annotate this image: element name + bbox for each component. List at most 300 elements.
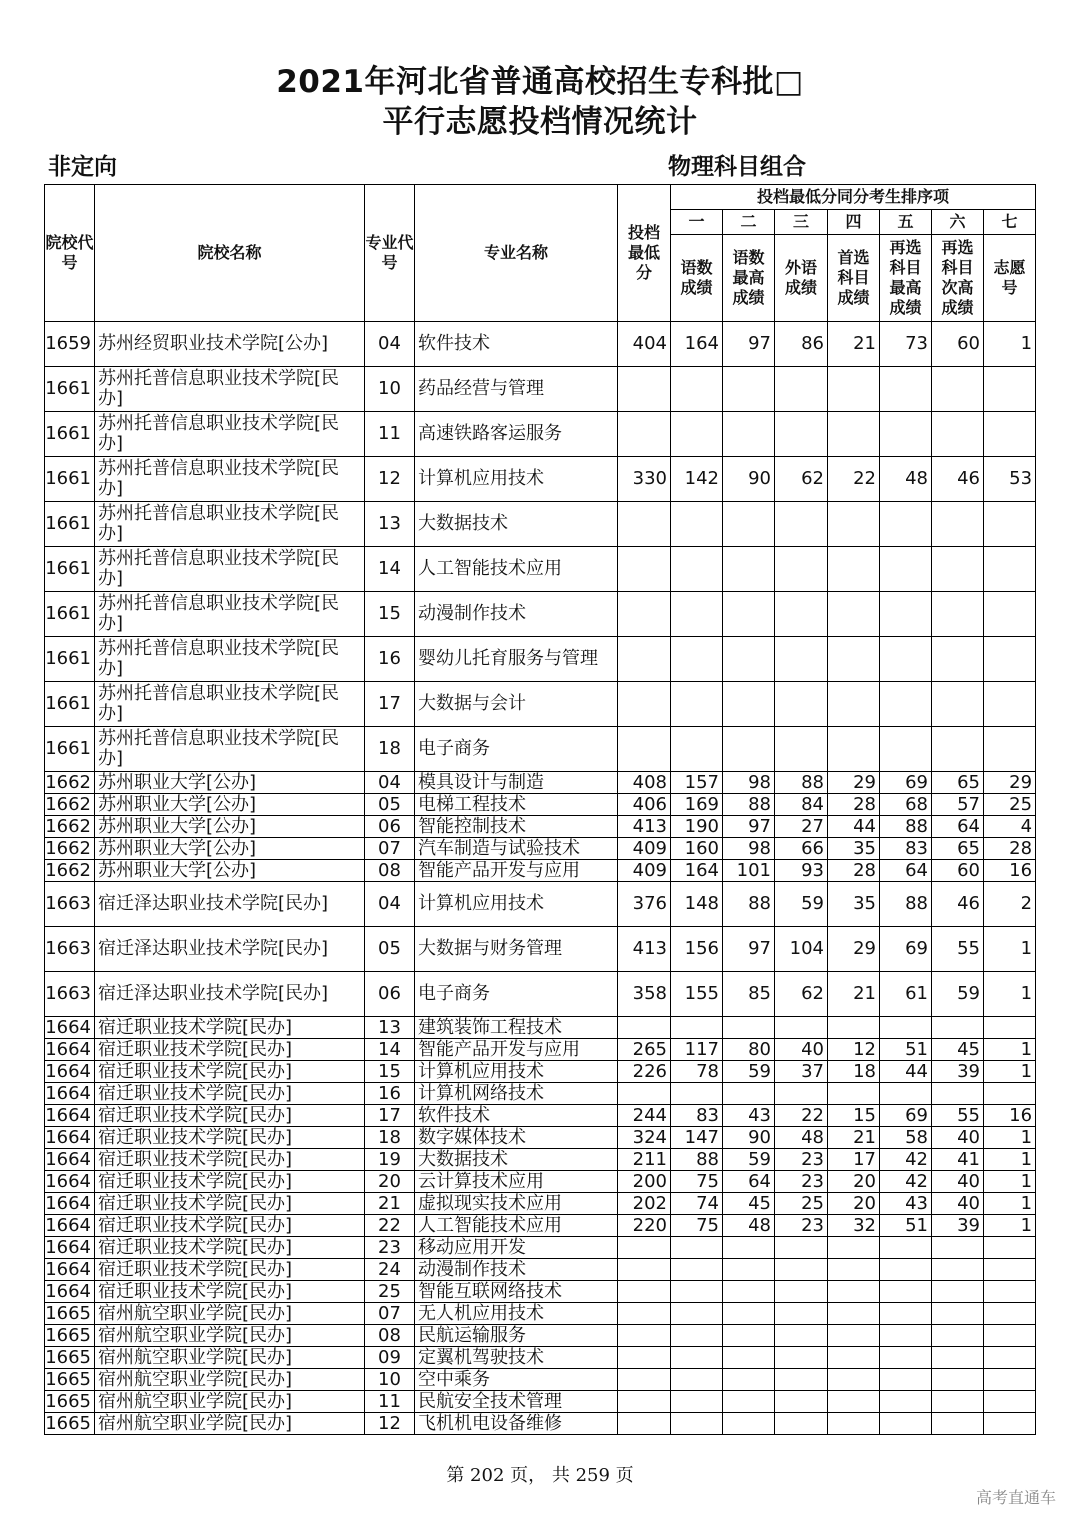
cell-sort-2: 45 bbox=[723, 1193, 775, 1215]
cell-sort-3: 86 bbox=[775, 322, 828, 367]
cell-school-name: 宿迁职业技术学院[民办] bbox=[95, 1237, 365, 1259]
cell-school-code: 1661 bbox=[45, 547, 95, 592]
table-row bbox=[45, 457, 1036, 502]
cell-sort-1: 75 bbox=[671, 1171, 723, 1193]
cell-sort-1 bbox=[671, 1281, 723, 1303]
table-row bbox=[45, 972, 1036, 1017]
cell-min-score: 265 bbox=[618, 1039, 671, 1061]
cell-sort-1 bbox=[671, 1083, 723, 1105]
table-row bbox=[45, 860, 1036, 882]
cell-sort-2: 43 bbox=[723, 1105, 775, 1127]
header-sort-item: 语数最高成绩 bbox=[723, 235, 775, 322]
cell-sort-1: 156 bbox=[671, 927, 723, 972]
cell-sort-4 bbox=[828, 1303, 880, 1325]
cell-sort-4 bbox=[828, 1237, 880, 1259]
cell-school-code: 1665 bbox=[45, 1391, 95, 1413]
cell-sort-4: 18 bbox=[828, 1061, 880, 1083]
cell-sort-2: 80 bbox=[723, 1039, 775, 1061]
table-row bbox=[45, 1083, 1036, 1105]
header-sort-item: 语数成绩 bbox=[671, 235, 723, 322]
cell-min-score: 200 bbox=[618, 1171, 671, 1193]
table-row bbox=[45, 1215, 1036, 1237]
cell-sort-6: 39 bbox=[932, 1215, 984, 1237]
table-row bbox=[45, 816, 1036, 838]
cell-sort-4 bbox=[828, 1259, 880, 1281]
cell-major-name: 移动应用开发 bbox=[415, 1237, 618, 1259]
cell-sort-5: 51 bbox=[880, 1215, 932, 1237]
cell-sort-2: 98 bbox=[723, 772, 775, 794]
header-ordinal: 六 bbox=[932, 210, 984, 235]
cell-major-name: 计算机应用技术 bbox=[415, 457, 618, 502]
cell-major-name: 人工智能技术应用 bbox=[415, 547, 618, 592]
cell-major-code: 18 bbox=[365, 1127, 415, 1149]
cell-school-code: 1662 bbox=[45, 838, 95, 860]
cell-sort-2 bbox=[723, 547, 775, 592]
cell-sort-7 bbox=[984, 682, 1036, 727]
cell-sort-6: 59 bbox=[932, 972, 984, 1017]
cell-sort-5 bbox=[880, 1017, 932, 1039]
cell-sort-4 bbox=[828, 547, 880, 592]
cell-min-score bbox=[618, 367, 671, 412]
cell-sort-4 bbox=[828, 1017, 880, 1039]
cell-major-name: 药品经营与管理 bbox=[415, 367, 618, 412]
cell-sort-2: 59 bbox=[723, 1149, 775, 1171]
cell-school-name: 宿州航空职业学院[民办] bbox=[95, 1325, 365, 1347]
cell-sort-6: 46 bbox=[932, 457, 984, 502]
cell-min-score: 244 bbox=[618, 1105, 671, 1127]
cell-sort-7 bbox=[984, 1017, 1036, 1039]
cell-sort-1: 88 bbox=[671, 1149, 723, 1171]
cell-min-score bbox=[618, 502, 671, 547]
cell-school-name: 苏州经贸职业技术学院[公办] bbox=[95, 322, 365, 367]
table-row bbox=[45, 412, 1036, 457]
cell-sort-6 bbox=[932, 1413, 984, 1435]
cell-sort-3 bbox=[775, 1391, 828, 1413]
cell-sort-5: 44 bbox=[880, 1061, 932, 1083]
cell-major-name: 虚拟现实技术应用 bbox=[415, 1193, 618, 1215]
cell-school-name: 宿迁职业技术学院[民办] bbox=[95, 1017, 365, 1039]
cell-major-name: 高速铁路客运服务 bbox=[415, 412, 618, 457]
subtitle-right: 物理科目组合 bbox=[668, 154, 806, 180]
cell-school-code: 1665 bbox=[45, 1325, 95, 1347]
cell-sort-4 bbox=[828, 1413, 880, 1435]
table-row bbox=[45, 637, 1036, 682]
cell-major-name: 软件技术 bbox=[415, 1105, 618, 1127]
cell-sort-6: 41 bbox=[932, 1149, 984, 1171]
cell-sort-6 bbox=[932, 727, 984, 772]
cell-sort-4: 21 bbox=[828, 322, 880, 367]
cell-school-name: 宿迁职业技术学院[民办] bbox=[95, 1083, 365, 1105]
cell-sort-6 bbox=[932, 547, 984, 592]
cell-min-score bbox=[618, 592, 671, 637]
cell-school-name: 苏州职业大学[公办] bbox=[95, 816, 365, 838]
cell-sort-3: 62 bbox=[775, 457, 828, 502]
cell-sort-3: 25 bbox=[775, 1193, 828, 1215]
header-ordinal: 三 bbox=[775, 210, 828, 235]
cell-sort-4 bbox=[828, 1391, 880, 1413]
cell-sort-5: 69 bbox=[880, 772, 932, 794]
cell-sort-7 bbox=[984, 637, 1036, 682]
cell-sort-7 bbox=[984, 547, 1036, 592]
cell-sort-6 bbox=[932, 682, 984, 727]
cell-sort-2 bbox=[723, 1259, 775, 1281]
cell-school-code: 1665 bbox=[45, 1347, 95, 1369]
cell-school-name: 苏州托普信息职业技术学院[民办] bbox=[95, 367, 365, 412]
cell-sort-7: 1 bbox=[984, 1039, 1036, 1061]
cell-min-score bbox=[618, 1281, 671, 1303]
cell-sort-3 bbox=[775, 1413, 828, 1435]
table-row bbox=[45, 367, 1036, 412]
cell-sort-7 bbox=[984, 502, 1036, 547]
cell-sort-7: 29 bbox=[984, 772, 1036, 794]
cell-major-code: 04 bbox=[365, 882, 415, 927]
cell-school-code: 1664 bbox=[45, 1039, 95, 1061]
cell-sort-5 bbox=[880, 502, 932, 547]
cell-school-name: 苏州托普信息职业技术学院[民办] bbox=[95, 502, 365, 547]
cell-sort-6 bbox=[932, 1347, 984, 1369]
cell-school-name: 苏州托普信息职业技术学院[民办] bbox=[95, 547, 365, 592]
cell-sort-3 bbox=[775, 592, 828, 637]
cell-sort-3: 59 bbox=[775, 882, 828, 927]
table-row bbox=[45, 1325, 1036, 1347]
cell-sort-5: 83 bbox=[880, 838, 932, 860]
cell-school-name: 苏州职业大学[公办] bbox=[95, 794, 365, 816]
header-ordinal: 二 bbox=[723, 210, 775, 235]
cell-school-code: 1662 bbox=[45, 794, 95, 816]
watermark: 高考直通车 bbox=[975, 1488, 1056, 1507]
cell-school-name: 苏州托普信息职业技术学院[民办] bbox=[95, 727, 365, 772]
header-min-score: 投档最低分 bbox=[618, 185, 671, 322]
cell-sort-5 bbox=[880, 682, 932, 727]
cell-school-code: 1664 bbox=[45, 1127, 95, 1149]
cell-sort-3: 23 bbox=[775, 1215, 828, 1237]
cell-major-code: 19 bbox=[365, 1149, 415, 1171]
cell-sort-1 bbox=[671, 1347, 723, 1369]
cell-sort-1: 147 bbox=[671, 1127, 723, 1149]
cell-sort-2: 59 bbox=[723, 1061, 775, 1083]
cell-sort-1 bbox=[671, 502, 723, 547]
cell-sort-2 bbox=[723, 592, 775, 637]
cell-sort-4: 44 bbox=[828, 816, 880, 838]
cell-sort-6 bbox=[932, 412, 984, 457]
cell-sort-7 bbox=[984, 1281, 1036, 1303]
cell-school-code: 1665 bbox=[45, 1413, 95, 1435]
cell-sort-6: 55 bbox=[932, 927, 984, 972]
cell-sort-3 bbox=[775, 502, 828, 547]
cell-school-code: 1663 bbox=[45, 972, 95, 1017]
cell-sort-4: 32 bbox=[828, 1215, 880, 1237]
cell-sort-4: 29 bbox=[828, 927, 880, 972]
cell-sort-6: 65 bbox=[932, 838, 984, 860]
cell-sort-3: 88 bbox=[775, 772, 828, 794]
cell-sort-1 bbox=[671, 682, 723, 727]
cell-school-code: 1659 bbox=[45, 322, 95, 367]
cell-sort-3 bbox=[775, 1017, 828, 1039]
cell-sort-1: 117 bbox=[671, 1039, 723, 1061]
cell-school-code: 1664 bbox=[45, 1259, 95, 1281]
cell-sort-1 bbox=[671, 1369, 723, 1391]
cell-school-name: 宿迁泽达职业技术学院[民办] bbox=[95, 972, 365, 1017]
cell-sort-3: 66 bbox=[775, 838, 828, 860]
cell-sort-1: 157 bbox=[671, 772, 723, 794]
cell-sort-1 bbox=[671, 1259, 723, 1281]
cell-school-name: 宿迁职业技术学院[民办] bbox=[95, 1215, 365, 1237]
header-major-name: 专业名称 bbox=[415, 185, 618, 322]
cell-school-code: 1664 bbox=[45, 1149, 95, 1171]
cell-min-score bbox=[618, 682, 671, 727]
cell-sort-2: 64 bbox=[723, 1171, 775, 1193]
cell-major-code: 14 bbox=[365, 547, 415, 592]
table-row bbox=[45, 794, 1036, 816]
cell-sort-6 bbox=[932, 1369, 984, 1391]
cell-major-code: 18 bbox=[365, 727, 415, 772]
header-sort-item: 再选科目最高成绩 bbox=[880, 235, 932, 322]
cell-sort-3 bbox=[775, 1325, 828, 1347]
cell-school-code: 1662 bbox=[45, 816, 95, 838]
cell-min-score: 413 bbox=[618, 816, 671, 838]
cell-sort-7: 16 bbox=[984, 860, 1036, 882]
cell-sort-1: 148 bbox=[671, 882, 723, 927]
cell-school-code: 1664 bbox=[45, 1281, 95, 1303]
cell-sort-7 bbox=[984, 1347, 1036, 1369]
cell-min-score: 202 bbox=[618, 1193, 671, 1215]
cell-sort-7 bbox=[984, 1083, 1036, 1105]
cell-school-name: 宿迁职业技术学院[民办] bbox=[95, 1171, 365, 1193]
cell-major-name: 大数据技术 bbox=[415, 502, 618, 547]
cell-major-name: 民航运输服务 bbox=[415, 1325, 618, 1347]
cell-major-code: 20 bbox=[365, 1171, 415, 1193]
cell-min-score bbox=[618, 412, 671, 457]
cell-sort-2: 97 bbox=[723, 927, 775, 972]
cell-min-score: 409 bbox=[618, 838, 671, 860]
cell-sort-5 bbox=[880, 412, 932, 457]
cell-major-name: 汽车制造与试验技术 bbox=[415, 838, 618, 860]
cell-school-code: 1664 bbox=[45, 1061, 95, 1083]
cell-sort-2 bbox=[723, 1369, 775, 1391]
cell-sort-1: 169 bbox=[671, 794, 723, 816]
table-row bbox=[45, 1105, 1036, 1127]
header-sort-item: 志愿号 bbox=[984, 235, 1036, 322]
cell-sort-4: 21 bbox=[828, 972, 880, 1017]
cell-sort-6: 40 bbox=[932, 1193, 984, 1215]
cell-sort-7: 25 bbox=[984, 794, 1036, 816]
cell-sort-7: 1 bbox=[984, 972, 1036, 1017]
page-title-line2: 平行志愿投档情况统计 bbox=[382, 104, 698, 140]
table-row bbox=[45, 1413, 1036, 1435]
cell-major-name: 智能产品开发与应用 bbox=[415, 1039, 618, 1061]
cell-sort-3: 22 bbox=[775, 1105, 828, 1127]
table-row bbox=[45, 882, 1036, 927]
cell-school-name: 宿迁职业技术学院[民办] bbox=[95, 1127, 365, 1149]
cell-sort-2: 90 bbox=[723, 457, 775, 502]
cell-sort-5 bbox=[880, 1259, 932, 1281]
cell-sort-1: 75 bbox=[671, 1215, 723, 1237]
cell-sort-6 bbox=[932, 367, 984, 412]
cell-sort-7 bbox=[984, 1237, 1036, 1259]
cell-major-code: 04 bbox=[365, 772, 415, 794]
table-row bbox=[45, 1391, 1036, 1413]
cell-min-score bbox=[618, 1369, 671, 1391]
cell-sort-4: 29 bbox=[828, 772, 880, 794]
cell-major-code: 13 bbox=[365, 1017, 415, 1039]
cell-school-name: 宿迁职业技术学院[民办] bbox=[95, 1281, 365, 1303]
cell-sort-2: 98 bbox=[723, 838, 775, 860]
cell-sort-1 bbox=[671, 1413, 723, 1435]
cell-sort-5 bbox=[880, 547, 932, 592]
cell-min-score bbox=[618, 1347, 671, 1369]
cell-sort-7 bbox=[984, 412, 1036, 457]
cell-school-code: 1664 bbox=[45, 1171, 95, 1193]
admission-table bbox=[44, 184, 1036, 1435]
cell-sort-5 bbox=[880, 1303, 932, 1325]
cell-sort-7 bbox=[984, 367, 1036, 412]
cell-sort-4: 35 bbox=[828, 882, 880, 927]
cell-school-name: 宿迁泽达职业技术学院[民办] bbox=[95, 882, 365, 927]
cell-min-score bbox=[618, 547, 671, 592]
cell-sort-1 bbox=[671, 367, 723, 412]
cell-sort-4 bbox=[828, 727, 880, 772]
cell-sort-6: 40 bbox=[932, 1171, 984, 1193]
cell-major-code: 12 bbox=[365, 1413, 415, 1435]
cell-sort-6 bbox=[932, 1259, 984, 1281]
cell-sort-3 bbox=[775, 1347, 828, 1369]
cell-min-score: 404 bbox=[618, 322, 671, 367]
cell-sort-6 bbox=[932, 1237, 984, 1259]
cell-sort-4: 28 bbox=[828, 860, 880, 882]
cell-sort-5 bbox=[880, 367, 932, 412]
cell-major-code: 24 bbox=[365, 1259, 415, 1281]
cell-sort-1: 78 bbox=[671, 1061, 723, 1083]
cell-sort-2: 97 bbox=[723, 816, 775, 838]
cell-sort-2 bbox=[723, 682, 775, 727]
table-row bbox=[45, 1171, 1036, 1193]
header-ordinal: 四 bbox=[828, 210, 880, 235]
cell-sort-3 bbox=[775, 1083, 828, 1105]
cell-sort-6: 64 bbox=[932, 816, 984, 838]
cell-sort-7: 1 bbox=[984, 322, 1036, 367]
cell-sort-3 bbox=[775, 1259, 828, 1281]
cell-sort-7 bbox=[984, 1259, 1036, 1281]
cell-school-code: 1662 bbox=[45, 860, 95, 882]
cell-major-name: 电子商务 bbox=[415, 972, 618, 1017]
cell-sort-7 bbox=[984, 1413, 1036, 1435]
cell-major-name: 计算机网络技术 bbox=[415, 1083, 618, 1105]
cell-sort-6: 60 bbox=[932, 860, 984, 882]
cell-sort-3 bbox=[775, 547, 828, 592]
cell-sort-1 bbox=[671, 547, 723, 592]
cell-sort-4: 28 bbox=[828, 794, 880, 816]
cell-sort-3 bbox=[775, 1281, 828, 1303]
cell-sort-4 bbox=[828, 1369, 880, 1391]
cell-sort-3 bbox=[775, 1369, 828, 1391]
cell-major-name: 大数据技术 bbox=[415, 1149, 618, 1171]
cell-sort-2: 85 bbox=[723, 972, 775, 1017]
cell-sort-6 bbox=[932, 1325, 984, 1347]
cell-school-code: 1663 bbox=[45, 882, 95, 927]
cell-sort-4 bbox=[828, 592, 880, 637]
cell-sort-5 bbox=[880, 1369, 932, 1391]
cell-major-name: 大数据与会计 bbox=[415, 682, 618, 727]
cell-sort-3: 37 bbox=[775, 1061, 828, 1083]
cell-major-code: 07 bbox=[365, 1303, 415, 1325]
table-row bbox=[45, 1281, 1036, 1303]
cell-min-score: 324 bbox=[618, 1127, 671, 1149]
cell-sort-3: 23 bbox=[775, 1171, 828, 1193]
cell-sort-3 bbox=[775, 682, 828, 727]
cell-major-name: 软件技术 bbox=[415, 322, 618, 367]
cell-sort-1: 164 bbox=[671, 860, 723, 882]
cell-sort-6 bbox=[932, 592, 984, 637]
cell-school-code: 1663 bbox=[45, 927, 95, 972]
header-major-code: 专业代号 bbox=[365, 185, 415, 322]
cell-sort-3 bbox=[775, 1303, 828, 1325]
cell-sort-3: 84 bbox=[775, 794, 828, 816]
cell-school-name: 苏州职业大学[公办] bbox=[95, 838, 365, 860]
cell-sort-5: 48 bbox=[880, 457, 932, 502]
cell-school-code: 1664 bbox=[45, 1215, 95, 1237]
cell-major-code: 15 bbox=[365, 592, 415, 637]
cell-sort-2: 88 bbox=[723, 794, 775, 816]
cell-sort-5: 69 bbox=[880, 927, 932, 972]
table-row bbox=[45, 1237, 1036, 1259]
cell-school-code: 1664 bbox=[45, 1105, 95, 1127]
cell-school-code: 1664 bbox=[45, 1017, 95, 1039]
cell-sort-7 bbox=[984, 592, 1036, 637]
cell-sort-4 bbox=[828, 502, 880, 547]
cell-school-code: 1662 bbox=[45, 772, 95, 794]
cell-sort-7: 1 bbox=[984, 1171, 1036, 1193]
cell-major-code: 04 bbox=[365, 322, 415, 367]
cell-sort-2 bbox=[723, 502, 775, 547]
table-row bbox=[45, 547, 1036, 592]
cell-sort-6: 46 bbox=[932, 882, 984, 927]
cell-sort-5 bbox=[880, 637, 932, 682]
cell-sort-6 bbox=[932, 1281, 984, 1303]
table-row bbox=[45, 838, 1036, 860]
table-row bbox=[45, 1149, 1036, 1171]
cell-school-name: 宿州航空职业学院[民办] bbox=[95, 1391, 365, 1413]
cell-sort-2 bbox=[723, 1237, 775, 1259]
header-school-code: 院校代号 bbox=[45, 185, 95, 322]
cell-sort-6: 39 bbox=[932, 1061, 984, 1083]
table-row bbox=[45, 1259, 1036, 1281]
cell-major-name: 动漫制作技术 bbox=[415, 1259, 618, 1281]
cell-major-name: 人工智能技术应用 bbox=[415, 1215, 618, 1237]
table-row bbox=[45, 682, 1036, 727]
cell-sort-2 bbox=[723, 727, 775, 772]
cell-min-score bbox=[618, 1391, 671, 1413]
cell-school-code: 1665 bbox=[45, 1303, 95, 1325]
cell-sort-5: 64 bbox=[880, 860, 932, 882]
cell-sort-2 bbox=[723, 1347, 775, 1369]
cell-major-code: 07 bbox=[365, 838, 415, 860]
cell-sort-5: 58 bbox=[880, 1127, 932, 1149]
cell-sort-2 bbox=[723, 637, 775, 682]
table-row bbox=[45, 1347, 1036, 1369]
cell-sort-6 bbox=[932, 1083, 984, 1105]
cell-sort-7: 16 bbox=[984, 1105, 1036, 1127]
cell-school-name: 宿州航空职业学院[民办] bbox=[95, 1347, 365, 1369]
cell-major-name: 婴幼儿托育服务与管理 bbox=[415, 637, 618, 682]
cell-major-code: 05 bbox=[365, 794, 415, 816]
cell-major-code: 09 bbox=[365, 1347, 415, 1369]
table-row bbox=[45, 1193, 1036, 1215]
cell-sort-2 bbox=[723, 1413, 775, 1435]
cell-school-code: 1664 bbox=[45, 1083, 95, 1105]
cell-sort-4: 20 bbox=[828, 1171, 880, 1193]
cell-sort-1 bbox=[671, 1237, 723, 1259]
cell-sort-3 bbox=[775, 412, 828, 457]
